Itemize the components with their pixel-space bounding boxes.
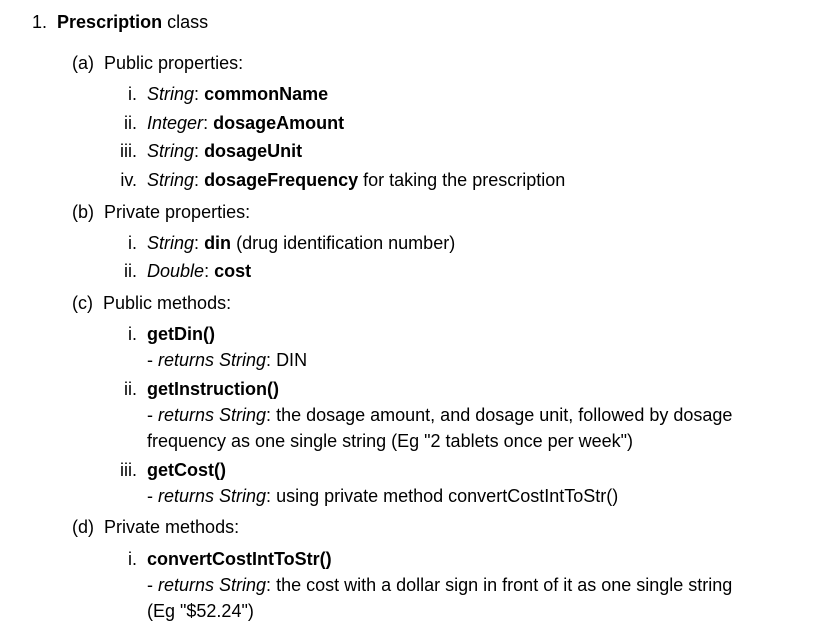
- private-method-item: i. convertCostIntToStr(): [128, 549, 332, 569]
- property-type: String: [147, 233, 195, 253]
- property-name: dosageAmount: [213, 113, 345, 133]
- private-property-item: i. String: din (drug identification number): [128, 233, 456, 253]
- private-methods-heading: [72, 516, 239, 538]
- property-name: commonName: [204, 84, 329, 104]
- returns-desc: using private method convertCostIntToStr(): [276, 486, 619, 506]
- public-property-item: ii. Integer: dosageAmount: [124, 113, 345, 133]
- method-returns-continued: [147, 430, 633, 452]
- returns-label: returns String: [158, 350, 267, 370]
- section-heading: Private methods:: [104, 517, 240, 537]
- returns-desc: the cost with a dollar sign in front of it as one single string: [276, 575, 733, 595]
- method-name: getCost(): [147, 460, 227, 480]
- method-returns: - returns String: the dosage amount, and dosage unit, followed by dosage: [147, 405, 733, 425]
- item-number: 1.: [32, 12, 48, 32]
- returns-desc: DIN: [276, 350, 308, 370]
- property-name: cost: [214, 261, 252, 281]
- property-type: String: [147, 170, 195, 190]
- property-note: for taking the prescription: [363, 170, 566, 190]
- method-returns: - returns String: using private method convertCostIntToStr(): [147, 486, 619, 506]
- public-method-item: ii. getInstruction(): [124, 379, 280, 399]
- property-type: String: [147, 84, 195, 104]
- returns-label: returns String: [158, 405, 267, 425]
- class-word: class: [167, 12, 209, 32]
- public-property-item: iv. String: dosageFrequency for taking the prescription: [120, 170, 566, 190]
- returns-desc: (Eg "$52.24"): [147, 601, 254, 621]
- method-returns-continued: [147, 600, 254, 622]
- property-name: dosageFrequency: [204, 170, 359, 190]
- property-name: dosageUnit: [204, 141, 303, 161]
- public-method-item: i. getDin(): [128, 324, 215, 344]
- section-marker: (c): [72, 293, 93, 313]
- property-name: din: [204, 233, 232, 253]
- property-type: Integer: [147, 113, 204, 133]
- returns-label: returns String: [158, 575, 267, 595]
- returns-desc: frequency as one single string (Eg "2 tablets once per week"): [147, 431, 634, 451]
- section-marker: (b): [72, 202, 94, 222]
- public-methods-heading: [72, 292, 231, 314]
- method-name: getInstruction(): [147, 379, 280, 399]
- class-name: Prescription: [57, 12, 163, 32]
- method-name: convertCostIntToStr(): [147, 549, 332, 569]
- property-type: String: [147, 141, 195, 161]
- property-type: Double: [147, 261, 205, 281]
- section-marker: (a): [72, 53, 94, 73]
- public-method-item: iii. getCost(): [120, 460, 227, 480]
- section-heading: Public methods:: [103, 293, 232, 313]
- method-name: getDin(): [147, 324, 215, 344]
- section-heading: Private properties:: [104, 202, 251, 222]
- method-returns: - returns String: the cost with a dollar sign in front of it as one single string: [147, 575, 733, 595]
- item-heading: [32, 11, 208, 33]
- public-property-item: iii. String: dosageUnit: [120, 141, 303, 161]
- section-marker: (d): [72, 517, 94, 537]
- private-properties-heading: [72, 201, 250, 223]
- property-note: (drug identification number): [236, 233, 456, 253]
- private-property-item: ii. Double: cost: [124, 261, 252, 281]
- returns-desc: the dosage amount, and dosage unit, followed by dosage: [276, 405, 733, 425]
- section-heading: Public properties:: [104, 53, 244, 73]
- returns-label: returns String: [158, 486, 267, 506]
- public-properties-heading: [72, 52, 243, 74]
- method-returns: - returns String: DIN: [147, 350, 308, 370]
- public-property-item: i. String: commonName: [128, 84, 329, 104]
